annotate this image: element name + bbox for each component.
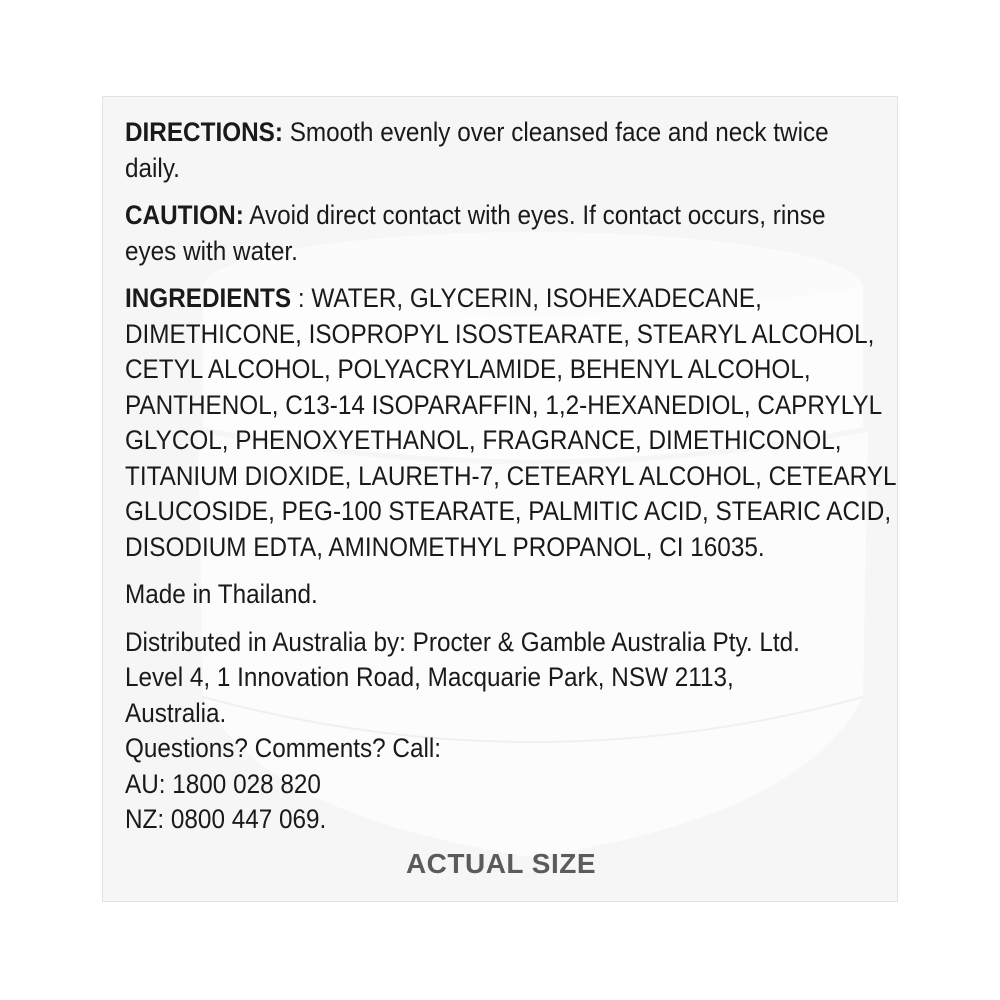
phone-nz: NZ: 0800 447 069. <box>125 804 327 834</box>
product-label-panel <box>102 96 898 902</box>
directions-text: Smooth evenly over cleansed face and neck twice <box>282 117 829 147</box>
ingredients-heading: INGREDIENTS <box>125 283 292 313</box>
ingredients-line: DISODIUM EDTA, AMINOMETHYL PROPANOL, CI 16035. <box>125 531 765 562</box>
contact-prompt: Questions? Comments? Call: <box>125 733 442 763</box>
directions-heading: DIRECTIONS: <box>125 117 283 147</box>
ingredients-line: CETYL ALCOHOL, POLYACRYLAMIDE, BEHENYL ALCOHOL, <box>125 354 811 384</box>
ingredients-line: GLYCOL, PHENOXYETHANOL, FRAGRANCE, DIMETHICONOL, <box>125 425 842 455</box>
origin-section <box>125 577 886 613</box>
actual-size-caption: ACTUAL SIZE <box>405 848 597 879</box>
ingredients-line: GLUCOSIDE, PEG-100 STEARATE, PALMITIC ACID, STEARIC ACID, <box>125 496 892 526</box>
ingredients-section <box>125 281 897 565</box>
distributor-address: Level 4, 1 Innovation Road, Macquarie Park, NSW 2113, <box>125 662 734 692</box>
directions-section <box>125 115 886 186</box>
distributor-country: Australia. <box>125 697 227 728</box>
caution-text: Avoid direct contact with eyes. If contact occurs, rinse <box>243 200 826 230</box>
made-in-text: Made in Thailand. <box>125 579 318 609</box>
caution-text-cont: eyes with water. <box>125 235 298 266</box>
ingredients-line: PANTHENOL, C13-14 ISOPARAFFIN, 1,2-HEXANEDIOL, CAPRYLYL <box>125 389 883 420</box>
caution-heading: CAUTION: <box>125 200 244 230</box>
phone-au: AU: 1800 028 820 <box>125 768 321 799</box>
ingredients-line: DIMETHICONE, ISOPROPYL ISOSTEARATE, STEARYL ALCOHOL, <box>125 318 875 349</box>
ingredients-line: : WATER, GLYCERIN, ISOHEXADECANE, <box>291 283 762 313</box>
distributor-section <box>125 625 886 838</box>
caution-section <box>125 198 886 269</box>
distributor-line: Distributed in Australia by: Procter & Gamble Australia Pty. Ltd. <box>125 626 800 657</box>
label-text <box>125 115 897 850</box>
directions-text-cont: daily. <box>125 152 180 183</box>
ingredients-line: TITANIUM DIOXIDE, LAURETH-7, CETEARYL ALCOHOL, CETEARYL <box>125 460 897 491</box>
